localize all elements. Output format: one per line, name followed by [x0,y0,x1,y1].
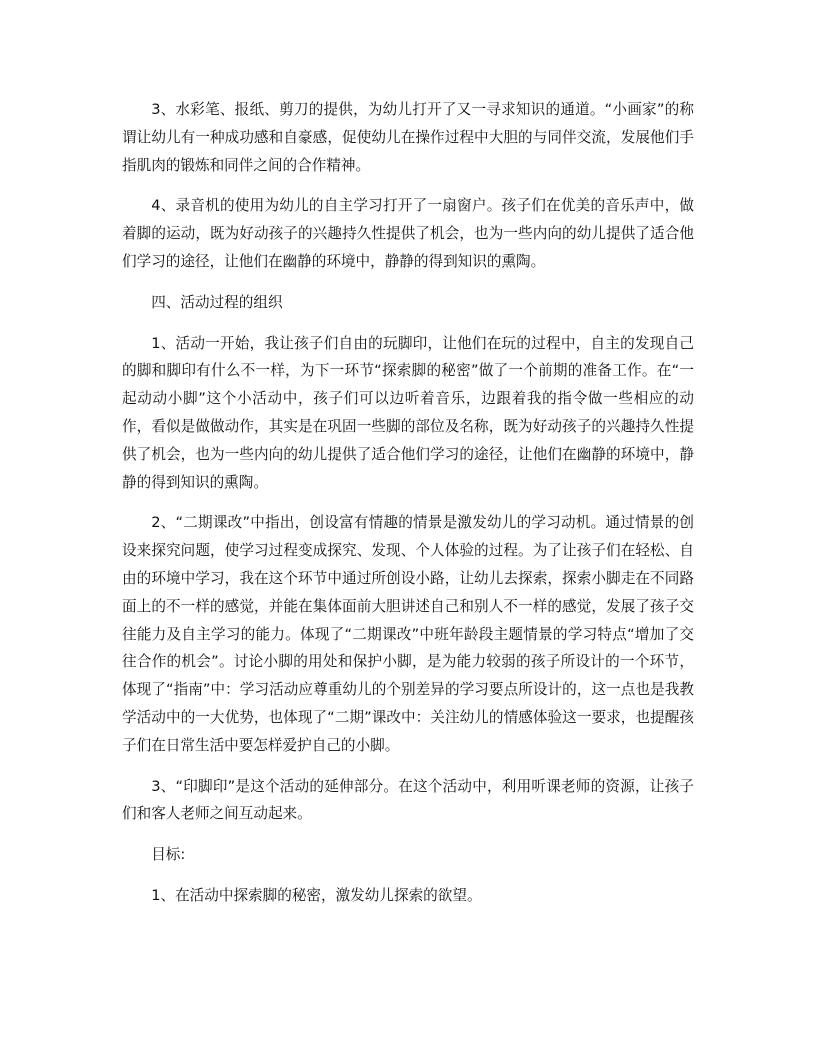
paragraph-materials-recorder: 4、录音机的使用为幼儿的自主学习打开了一扇窗户。孩子们在优美的音乐声中，做着脚的运动，既为好动孩子的兴趣持久性提供了机会，也为一些内向的幼儿提供了适合他们学习的途径，让他们在幽静的环境中，静静的得到知识的熏陶。 [122,197,694,270]
goal-item-1: 1、在活动中探索脚的秘密，激发幼儿探索的欲望。 [151,886,482,904]
goals-label: 目标: [151,846,186,864]
paragraph-process-step-2: 2、“二期课改”中指出，创设富有情趣的情景是激发幼儿的学习动机。通过情景的创设来探究问题，使学习过程变成探究、发现、个人体验的过程。为了让孩子们在轻松、自由的环境中学习，我在这个环节中通过所创设小路，让幼儿去探索，探索小脚走在不同路面上的不一样的感觉，并能在集体面前大胆讲述自己和别人不一样的感觉，发展了孩子交往能力及自主学习的能力。体现了“二期课改”中班年龄段主题情景的学习特点“增加了交往合作的机会”。讨论小脚的用处和保护小脚，是为能力较弱的孩子所设计的一个环节，体现了“指南”中：学习活动应尊重幼儿的个别差异的学习要点所设计的，这一点也是我教学活动中的一大优势，也体现了“二期”课改中：关注幼儿的情感体验这一要求，也提醒孩子们在日常生活中要怎样爱护自己的小脚。 [122,514,694,754]
section-heading-activity-process: 四、活动过程的组织 [151,293,283,311]
document-body [122,96,694,923]
paragraph-process-step-1: 1、活动一开始，我让孩子们自由的玩脚印，让他们在玩的过程中，自主的发现自己的脚和脚印有什么不一样，为下一环节“探索脚的秘密”做了一个前期的准备工作。在“一起动动小脚”这个小活动中，孩子们可以边听着音乐，边跟着我的指令做一些相应的动作，看似是做做动作，其实是在巩固一些脚的部位及名称，既为好动孩子的兴趣持久性提供了机会，也为一些内向的幼儿提供了适合他们学习的途径，让他们在幽静的环境中，静静的得到知识的熏陶。 [122,334,694,491]
paragraph-process-step-3: 3、“印脚印”是这个活动的延伸部分。在这个活动中，利用听课老师的资源，让孩子们和客人老师之间互动起来。 [122,777,694,823]
paragraph-materials-art: 3、水彩笔、报纸、剪刀的提供，为幼儿打开了又一寻求知识的通道。“小画家”的称谓让幼儿有一种成功感和自豪感，促使幼儿在操作过程中大胆的与同伴交流，发展他们手指肌肉的锻炼和同伴之间的合作精神。 [122,101,694,174]
